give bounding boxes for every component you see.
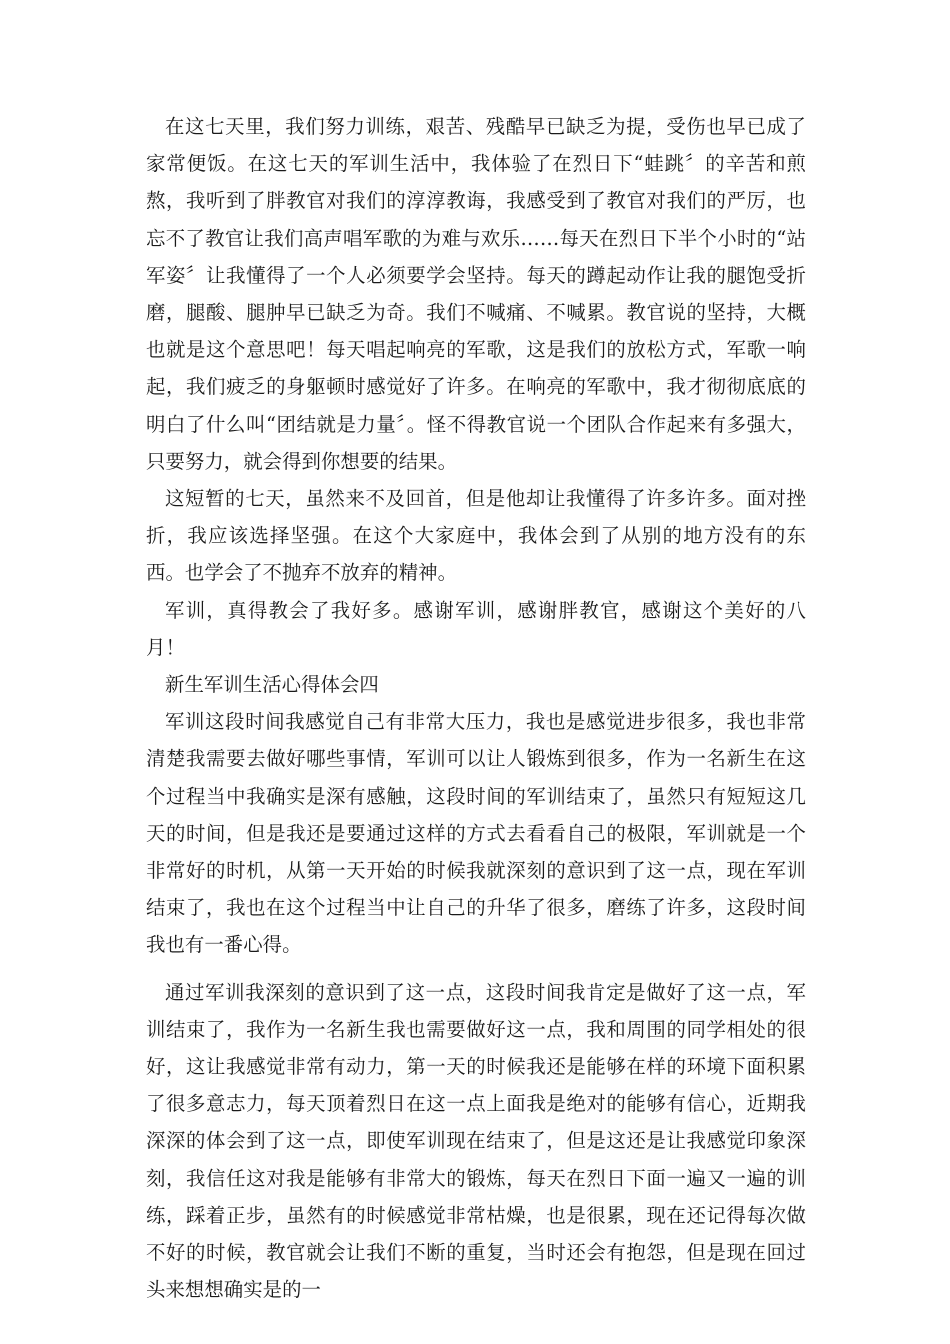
paragraph-pressure: 军训这段时间我感觉自己有非常大压力，我也是感觉进步很多，我也非常清楚我需要去做好哪些事情，军训可以让人锻炼到很多，作为一名新生在这个过程当中我确实是深有感触，这段时间的军训结束了，虽然只有短短这几天的时间，但是我还是要通过这样的方式去看看自己的极限，军训就是一个非常好的时机，从第一天开始的时候我就深刻的意识到了这一点，现在军训结束了，我也在这个过程当中让自己的升华了很多，磨练了许多，这段时间我也有一番心得。 bbox=[146, 710, 806, 957]
paragraph-short-seven-days: 这短暂的七天，虽然来不及回首，但是他却让我懂得了许多许多。面对挫折，我应该选择坚强。在这个大家庭中，我体会到了从别的地方没有的东西。也学会了不抛弃不放弃的精神。 bbox=[146, 487, 806, 585]
paragraph-training-seven-days: 在这七天里，我们努力训练，艰苦、残酷早已缺乏为提，受伤也早已成了家常便饭。在这七天的军训生活中，我体验了在烈日下“蛙跳〞的辛苦和煎熬，我听到了胖教官对我们的淳淳教诲，我感受到了教官对我们的严厉，也忘不了教官让我们高声唱军歌的为难与欢乐……每天在烈日下半个小时的“站军姿〞让我懂得了一个人必须要学会坚持。每天的蹲起动作让我的腿饱受折磨，腿酸、腿肿早已缺乏为奇。我们不喊痛、不喊累。教官说的坚持，大概也就是这个意思吧！每天唱起响亮的军歌，这是我们的放松方式，军歌一响起，我们疲乏的身躯顿时感觉好了许多。在响亮的军歌中，我才彻彻底底的明白了什么叫“团结就是力量〞。怪不得教官说一个团队合作起来有多强大，只要努力，就会得到你想要的结果。 bbox=[146, 115, 806, 473]
paragraph-awareness: 通过军训我深刻的意识到了这一点，这段时间我肯定是做好了这一点，军训结束了，我作为一名新生我也需要做好这一点，我和周围的同学相处的很好，这让我感觉非常有动力，第一天的时候我还是能够在样的环境下面积累了很多意志力，每天顶着烈日在这一点上面我是绝对的能够有信心，近期我深深的体会到了这一点，即使军训现在结束了，但是这还是让我感觉印象深刻，我信任这对我是能够有非常大的锻炼，每天在烈日下面一遍又一遍的训练，踩着正步，虽然有的时候感觉非常枯燥，也是很累，现在还记得每次做不好的时候，教官就会让我们不断的重复，当时还会有抱怨，但是现在回过头来想想确实是的一 bbox=[146, 980, 806, 1302]
section-heading: 新生军训生活心得体会四 bbox=[165, 673, 379, 697]
paragraph-thanks: 军训，真得教会了我好多。感谢军训，感谢胖教官，感谢这个美好的八月！ bbox=[146, 598, 806, 659]
